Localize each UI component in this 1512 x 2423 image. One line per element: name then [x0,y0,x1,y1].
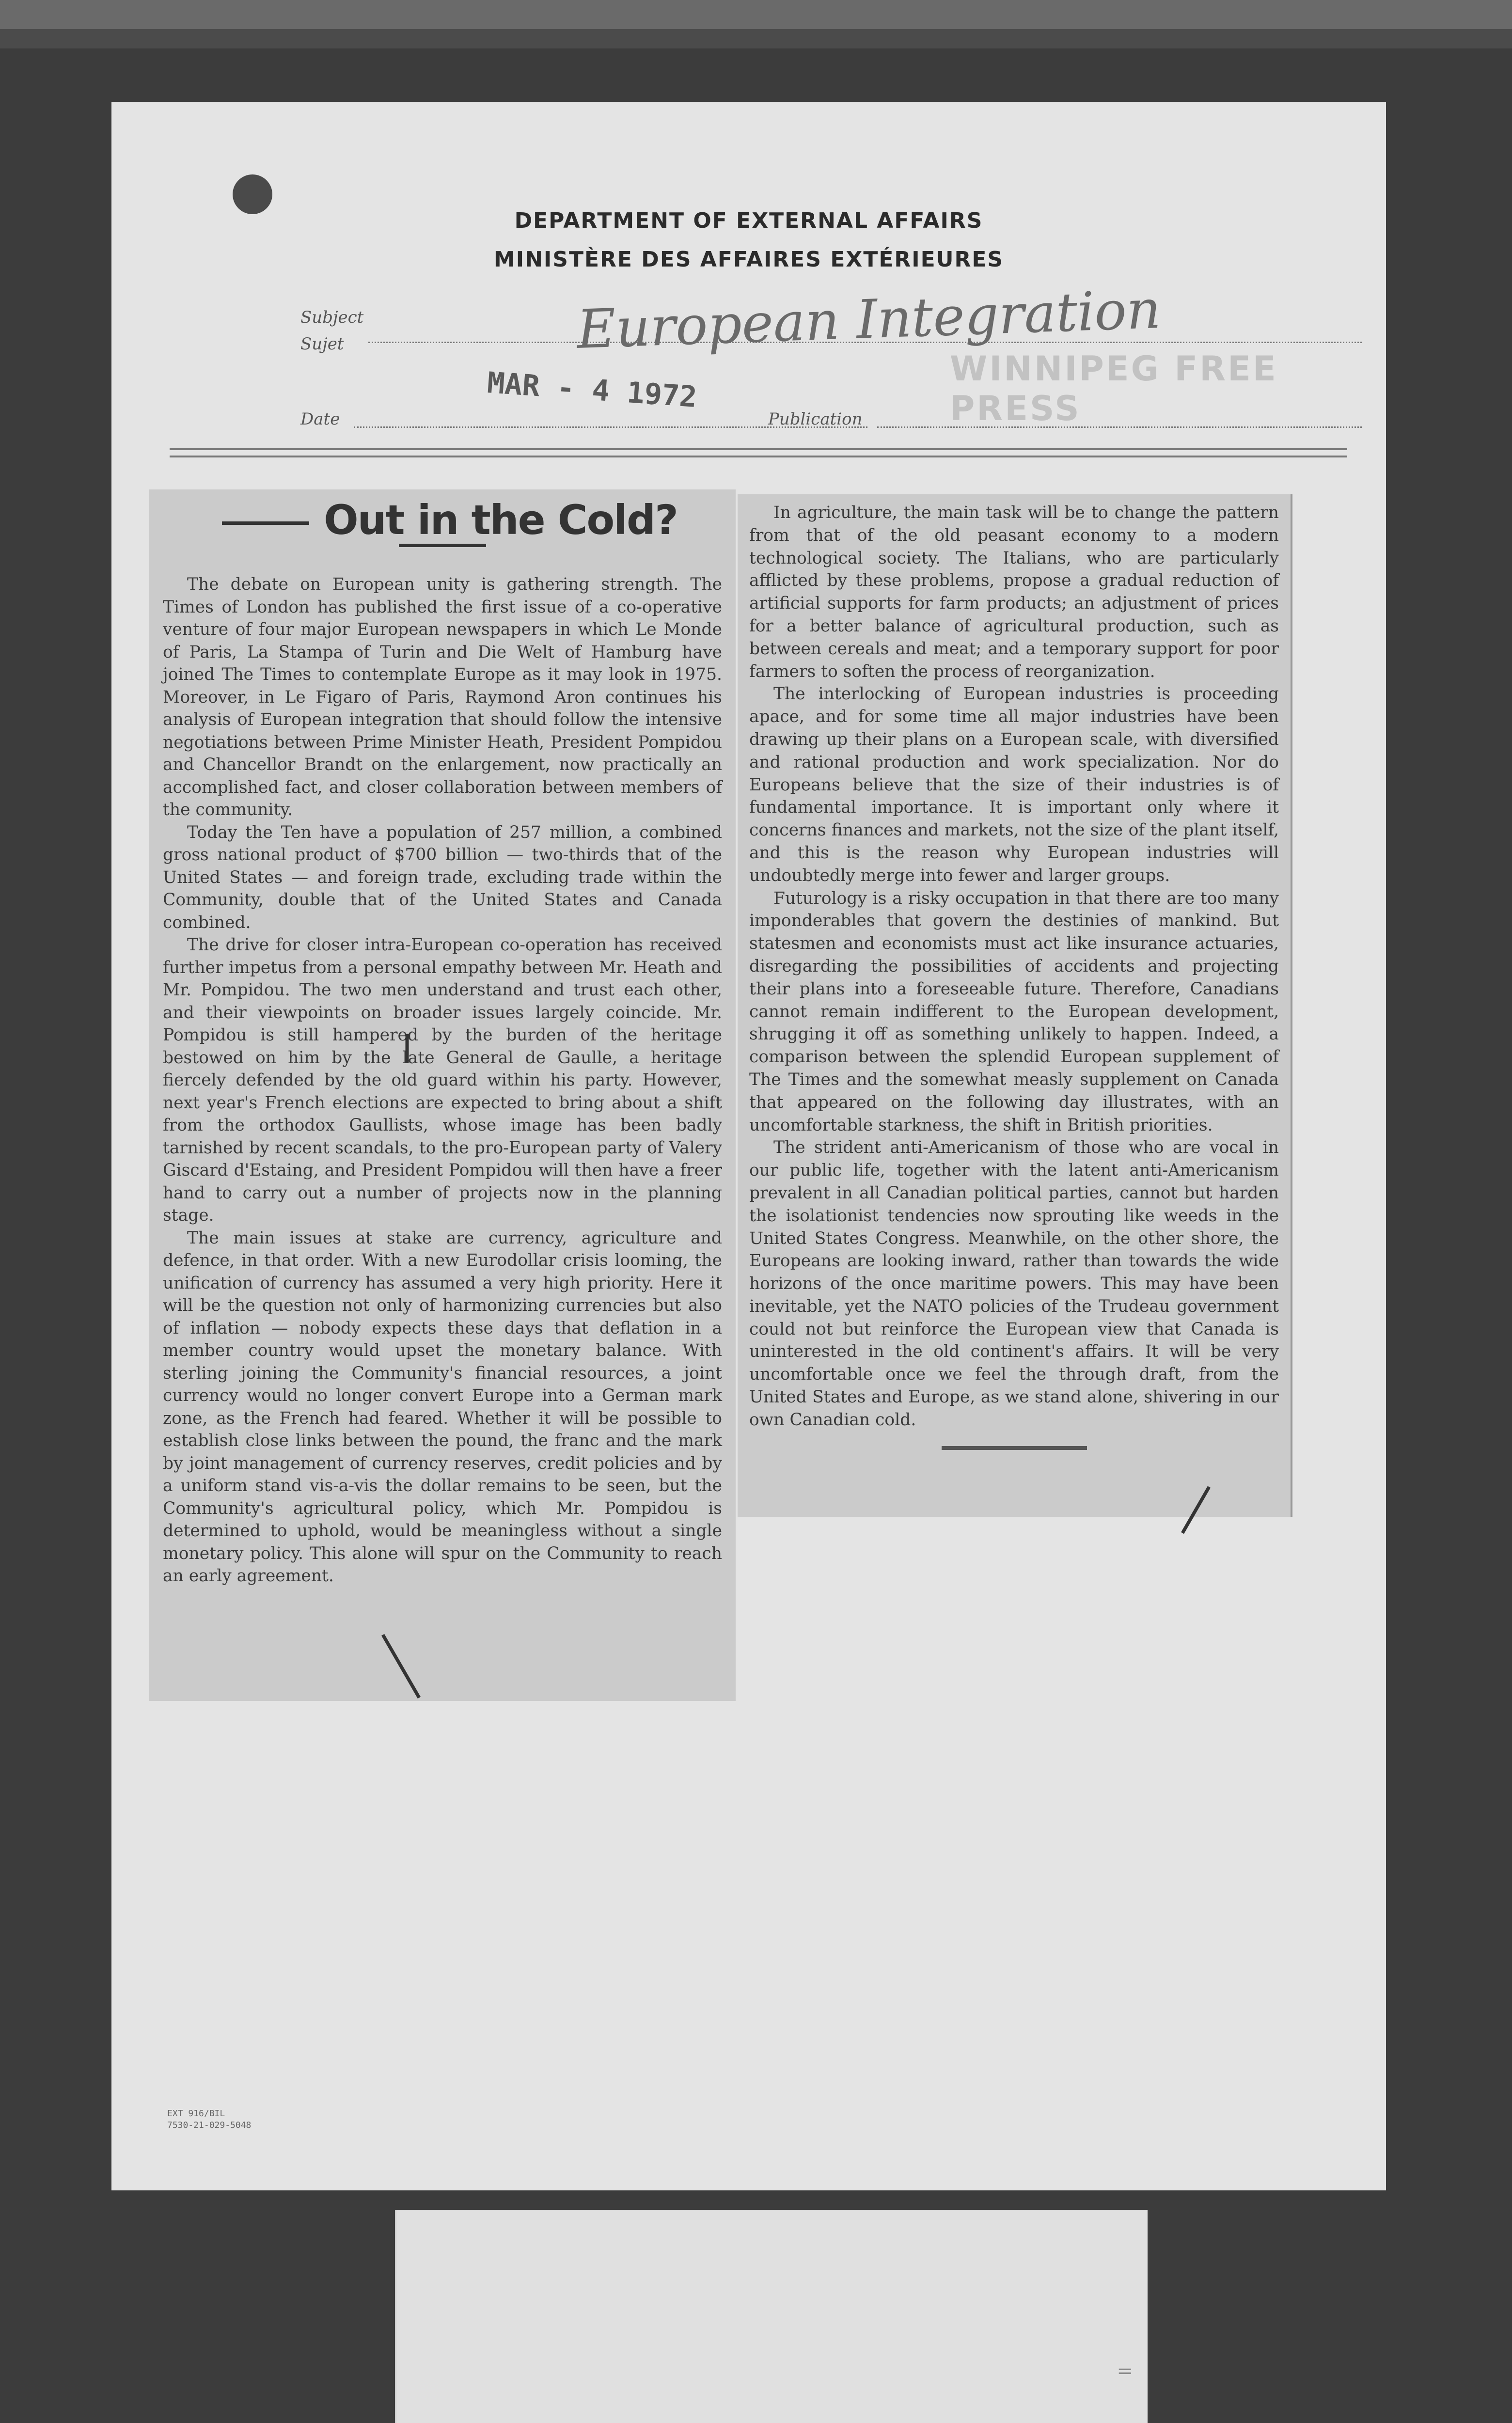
article-paragraph: The strident anti-Americanism of those who are vocal in our public life, together with the latent anti-Americanism prevalent in all Canadian political parties, cannot but harden the isolationist tendencies now sprouting like weeds in the United States Congress. Meanwhile, on the other shore, the Europeans are looking inward, rather than towards the wide horizons of the once maritime powers. This may have been inevitable, yet the NATO policies of the Trudeau government could not but reinforce the European view that Canada is uninterested in the old continent's affairs. It will be very uncomfortable once we feel the through draft, from the United States and Europe, as we stand alone, shivering in our own Canadian cold. [749,1138,1279,1430]
clipping-right-column [738,494,1292,1517]
date-label: Date [300,409,340,429]
headline-dash-left [222,521,309,525]
form-number-line2: 7530-21-029-5048 [167,2120,252,2130]
department-title-fr: MINISTÈRE DES AFFAIRES EXTÉRIEURES [493,247,1004,272]
subject-label: Subject [300,308,364,327]
article-paragraph: The debate on European unity is gathering strength. The Times of London has published the first issue of a co-operative venture of four major European newspapers in which Le Monde of Paris, La Stampa of Turin and Die Welt of Hamburg have joined The Times to contemplate Europe as it may look in 1975. Moreover, in Le Figaro of Paris, Raymond Aron continues his analysis of European integration that should follow the intensive negotiations between Prime Minister Heath, President Pompidou and Chancellor Brandt on the enlargement, now practically an accomplished fact, and closer collaboration between members of the community. [163,575,722,819]
sujet-label: Sujet [300,334,344,354]
article-paragraph: Today the Ten have a population of 257 million, a combined gross national product of $700 billion — two-thirds that of the United States — and foreign trade, excluding trade within the Community, double that of the United States and Canada combined. [163,822,722,932]
attached-slip [395,2210,1148,2423]
publication-label: Publication [768,409,863,429]
header-rule-1 [170,448,1347,450]
article-paragraph: In agriculture, the main task will be to change the pattern from that of the old peasant economy to a modern technological society. The Italians, who are particularly afflicted by these problems, propose a gradual reduction of artificial supports for farm products; an adjustment of prices for a better balance of agricultural production, such as between cereals and meat; and a temporary support for poor farmers to soften the process of reorganization. [749,503,1279,681]
form-number-line1: EXT 916/BIL [167,2108,225,2119]
publication-value-faint: WINNIPEG FREE PRESS [950,349,1278,428]
clipping-form-page [111,102,1386,2190]
article-paragraph: Futurology is a risky occupation in that there are too many imponderables that govern the destinies of mankind. But statesmen and economists must act like insurance actuaries, disregarding the possibilities of accidents and projecting their plans into a foreseeable future. Therefore, Canadians cannot remain indifferent to the European development, shrugging it off as something unlikely to happen. Indeed, a comparison between the splendid European supplement of The Times and the somewhat measly supplement on Canada that appeared on the following day illustrates, with an uncomfortable starkness, the shift in British priorities. [749,888,1279,1135]
scan-edge-strip [0,29,1512,48]
publication-line [877,426,1362,428]
article-paragraph: The interlocking of European industries is proceeding apace, and for some time all major industries have been drawing up their plans on a European scale, with diversified and rational production and work specialization. Nor do Europeans believe that the size of their industries is of fundamental importance. It is important only where it concerns finances and markets, not the size of the plant itself, and this is the reason why European industries will undoubtedly merge into fewer and larger groups. [749,684,1279,885]
scan-edge-top [0,0,1512,29]
headline-text: Out in the Cold? [324,496,677,544]
article-headline [163,496,722,554]
clipping-left-column [149,489,736,1701]
date-stamp: MAR - 4 1972 [486,365,698,415]
department-title-en: DEPARTMENT OF EXTERNAL AFFAIRS [514,208,983,233]
subject-handwritten: European Integration [576,278,1162,361]
headline-dash-right [399,544,486,547]
article-end-rule [942,1446,1087,1450]
article-paragraph: The drive for closer intra-European co-operation has received further impetus from a personal empathy between Mr. Heath and Mr. Pompidou. The two men understand and trust each other, and their viewpoints on broader issues largely coincide. Mr. Pompidou is still hampered by the burden of the heritage bestowed on him by the late General de Gaulle, a heritage fiercely defended by the old guard within his party. However, next year's French elections are expected to bring about a shift from the orthodox Gaullists, whose image has been badly tarnished by recent scandals, to the pro-European party of Valery Giscard d'Estaing, and President Pompidou will then have a freer hand to carry out a number of projects now in the planning stage. [163,935,722,1225]
pen-mark-bracket [406,1034,409,1063]
article-paragraph: The main issues at stake are currency, agriculture and defence, in that order. With a new Eurodollar crisis looming, the unification of currency has assumed a very high priority. Here it will be the question not only of harmonizing currencies but also of inflation — nobody expects these days that deflation in a member country would upset the monetary balance. With sterling joining the Community's financial resources, a joint currency would no longer convert Europe into a German mark zone, as the French had feared. Whether it will be possible to establish close links between the pound, the franc and the mark by joint management of currency reserves, credit policies and by a uniform stand vis-a-vis the dollar remains to be seen, but the Community's agricultural policy, which Mr. Pompidou is determined to uphold, would be meaningless without a single monetary policy. This alone will spur on the Community to reach an early agreement. [163,1228,722,1586]
form-number [167,2108,251,2131]
header-rule-2 [170,456,1347,457]
slip-mark-icon: = [1117,2360,1133,2382]
